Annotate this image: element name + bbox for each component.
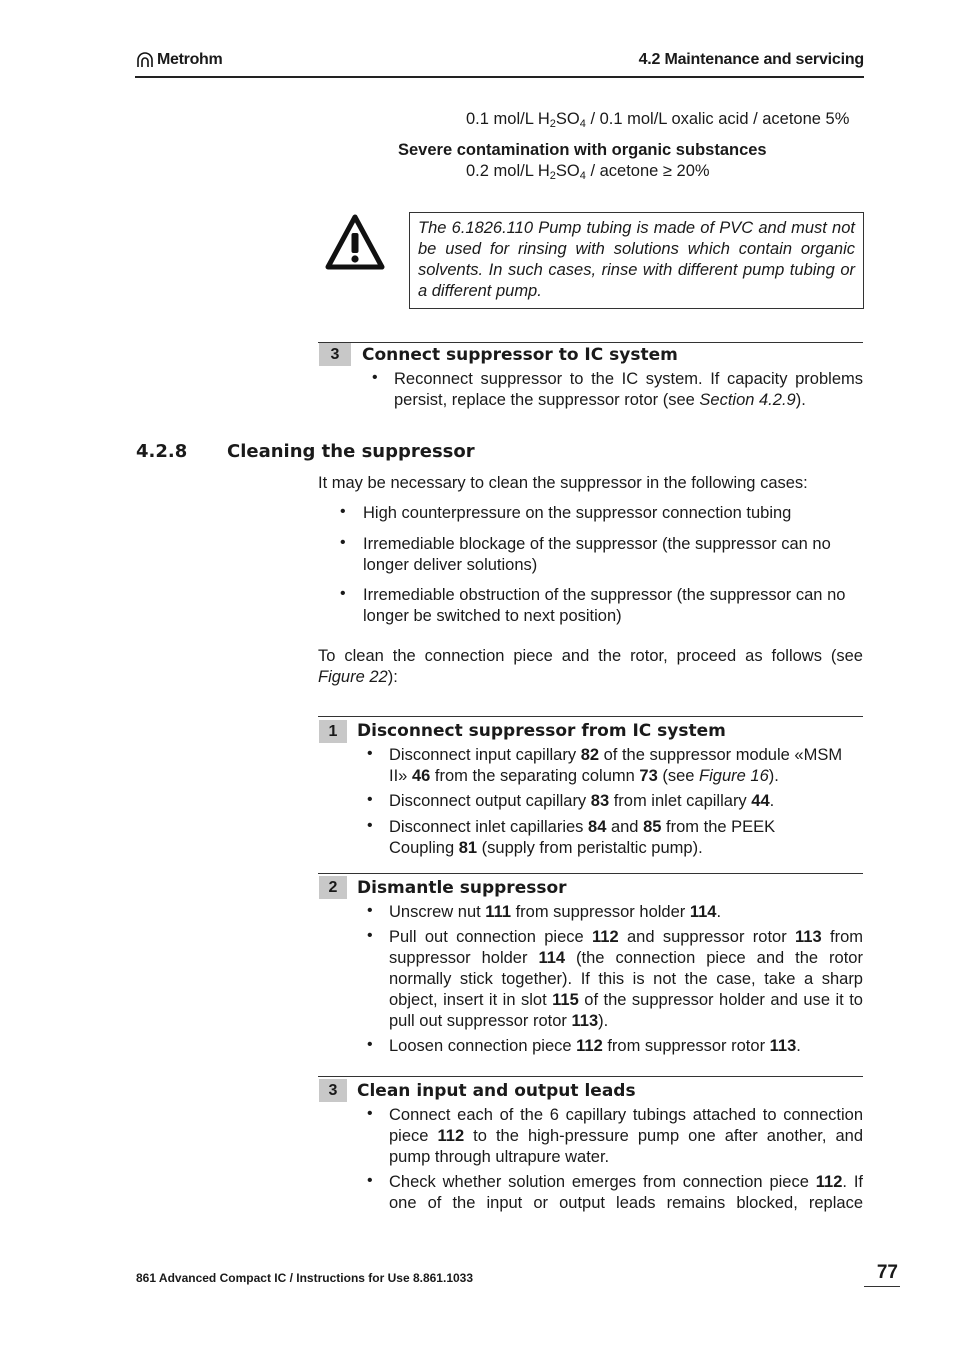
text-run: ): (387, 668, 398, 686)
step-title: Disconnect suppressor from IC system (357, 721, 726, 741)
step-rule (318, 342, 863, 343)
bullet: • (340, 585, 346, 602)
bullet: • (340, 503, 346, 520)
text-run: from the PEEK Coupling (389, 818, 776, 857)
text-run: (the connection piece and the rotor normally stick together). If this is not the case, take a sharp object, insert it in slot (389, 949, 863, 1009)
text-run: ). (768, 767, 779, 785)
step-number: 1 (319, 720, 347, 743)
text-run: . (769, 792, 775, 810)
text-run: (see (657, 767, 700, 785)
text-run: . If one of the input or output leads remains blocked, replace (389, 1173, 863, 1212)
part-number: 113 (769, 1037, 797, 1055)
warning-box: The 6.1826.110 Pump tubing is made of PVC and must not be used for rinsing with solutions which contain organic solvents. In such cases, rinse with different pump tubing or a different pump. (409, 212, 864, 309)
part-number: 85 (643, 818, 662, 836)
text-run: Connect each of the 6 capillary tubings attached to connection piece (389, 1106, 863, 1145)
page-number-rule (864, 1286, 900, 1287)
text-run: Disconnect inlet capillaries (389, 818, 589, 836)
case-item: High counterpressure on the suppressor connection tubing (363, 504, 792, 522)
part-number: 113 (571, 1012, 599, 1030)
text-run: / acetone ≥ 20% (585, 162, 710, 180)
text-run: Unscrew nut (389, 903, 486, 921)
step-number: 2 (319, 876, 347, 899)
header-rule (135, 76, 864, 78)
step-bullet (389, 817, 837, 859)
part-number: 112 (437, 1127, 465, 1145)
text-run: / 0.1 mol/L oxalic acid / acetone 5% (585, 110, 850, 128)
step-rule (318, 716, 863, 717)
text-run: Disconnect output capillary (389, 792, 591, 810)
text-run: Pull out connection piece (389, 928, 593, 946)
subscript: 4 (579, 170, 586, 182)
brand-logo (136, 51, 222, 69)
part-number: 44 (751, 792, 770, 810)
bullet: • (367, 745, 373, 762)
subscript: 4 (579, 118, 586, 130)
figure-reference: Figure 16 (699, 767, 769, 785)
bullet: • (367, 791, 373, 808)
part-number: 112 (592, 928, 619, 946)
text-run: ). (598, 1012, 609, 1030)
step-title: Connect suppressor to IC system (362, 345, 678, 365)
step-bullet (389, 902, 861, 923)
step-rule (318, 873, 863, 874)
text-run: from suppressor rotor (602, 1037, 770, 1055)
figure-reference: Figure 22 (318, 668, 388, 686)
part-number: 81 (458, 839, 478, 857)
text-run: 0.1 mol/L H (466, 110, 550, 128)
text-run: . (796, 1037, 801, 1055)
text-run: 0.2 mol/L H (466, 162, 550, 180)
procedure-paragraph (318, 646, 863, 688)
section-reference: Section 4.2.9 (699, 391, 796, 409)
case-item: Irremediable blockage of the suppressor (the suppressor can no longer deliver solutions) (363, 535, 831, 574)
text-run: of the suppressor holder and use it to pull out suppressor rotor (389, 991, 863, 1030)
step-bullet (389, 791, 861, 812)
part-number: 113 (795, 928, 822, 946)
text-run: ). (795, 391, 806, 409)
text-run: Check whether solution emerges from connection piece (389, 1173, 816, 1191)
text-run: and (606, 818, 644, 836)
bullet: • (367, 1172, 373, 1189)
section-number: 4.2.8 (136, 441, 188, 462)
bullet: • (372, 369, 378, 386)
bullet: • (367, 817, 373, 834)
part-number: 73 (639, 767, 658, 785)
text-run: to the high-pressure pump one after another, and pump through ultrapure water. (389, 1127, 864, 1166)
subscript: 2 (549, 118, 556, 130)
part-number: 112 (576, 1037, 603, 1055)
contamination-heading: Severe contamination with organic substances (398, 141, 767, 159)
step-number: 3 (319, 343, 351, 366)
step-number: 3 (319, 1079, 347, 1102)
part-number: 83 (590, 792, 610, 810)
text-run: and suppressor rotor (618, 928, 796, 946)
text-run: from inlet capillary (609, 792, 752, 810)
bullet: • (367, 1036, 373, 1053)
step-bullet (394, 369, 863, 411)
solution-line-1 (466, 109, 849, 135)
part-number: 112 (815, 1173, 843, 1191)
text-run: from the separating column (430, 767, 640, 785)
subscript: 2 (549, 170, 556, 182)
text-run: from suppressor holder (389, 928, 863, 967)
solution-line-2 (466, 161, 710, 187)
case-item: Irremediable obstruction of the suppressor (the suppressor can no longer be switched to next position) (363, 586, 846, 625)
step-rule (318, 1076, 863, 1077)
brand-name: Metrohm (157, 51, 223, 68)
text-run: SO (555, 162, 580, 180)
part-number: 46 (411, 767, 431, 785)
part-number: 114 (538, 949, 566, 967)
text-run: Reconnect suppressor to the IC system. If capacity problems persist, replace the suppressor rotor (see (394, 370, 863, 409)
text-run: from suppressor holder (511, 903, 690, 921)
part-number: 82 (580, 746, 600, 764)
warning-triangle-icon (324, 213, 386, 271)
bullet: • (367, 902, 373, 919)
text-run: To clean the connection piece and the rotor, proceed as follows (see (318, 647, 863, 665)
bullet: • (367, 1105, 373, 1122)
step-title: Clean input and output leads (357, 1081, 636, 1101)
step-title: Dismantle suppressor (357, 878, 567, 898)
step-bullet (389, 745, 861, 787)
part-number: 115 (552, 991, 579, 1009)
text-run: (supply from peristaltic pump). (477, 839, 703, 857)
page-number: 77 (876, 1262, 898, 1283)
part-number: 114 (689, 903, 717, 921)
text-run: Disconnect input capillary (389, 746, 581, 764)
metrohm-logo-icon (136, 52, 154, 68)
text-run: of the suppressor module «MSM II» (389, 746, 843, 785)
part-number: 111 (485, 903, 512, 921)
step-bullet (389, 1172, 863, 1214)
text-run: Loosen connection piece (389, 1037, 577, 1055)
step-bullet (389, 1105, 863, 1168)
part-number: 84 (588, 818, 607, 836)
text-run: . (716, 903, 722, 921)
running-header: 4.2 Maintenance and servicing (638, 51, 864, 68)
step-bullet (389, 927, 863, 1032)
section-title: Cleaning the suppressor (227, 441, 475, 462)
bullet: • (367, 927, 373, 944)
step-bullet (389, 1036, 861, 1057)
intro-paragraph: It may be necessary to clean the suppressor in the following cases: (318, 474, 808, 492)
text-run: SO (555, 110, 580, 128)
bullet: • (340, 534, 346, 551)
document-footer: 861 Advanced Compact IC / Instructions for Use 8.861.1033 (136, 1271, 474, 1285)
